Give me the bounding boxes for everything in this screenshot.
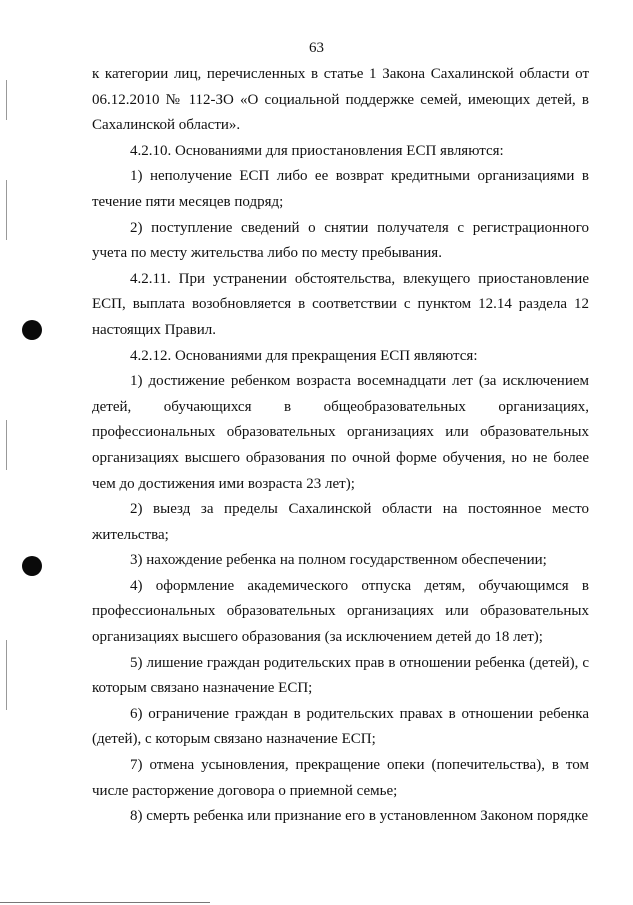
paragraph-4-2-12: 4.2.12. Основаниями для прекращения ЕСП являются: [130, 347, 478, 364]
paragraph-4-2-11: 4.2.11. При устранении обстоятельства, влекущего приостановление ЕСП, выплата возобновляется в соответствии с пунктом 12.14 раздела 12 настоящих Правил. [92, 270, 589, 338]
list-item-termination-5: 5) лишение граждан родительских прав в отношении ребенка (детей), с которым связано назначение ЕСП; [92, 654, 589, 697]
list-item-termination-3: 3) нахождение ребенка на полном государственном обеспечении; [130, 552, 547, 569]
paragraph-continuation: к категории лиц, перечисленных в статье 1 Закона Сахалинской области от 06.12.2010 № 112-ЗО «О социальной поддержке семей, имеющих детей, в Сахалинской области». [92, 66, 589, 134]
punch-hole [22, 320, 42, 340]
scan-edge-line [0, 902, 210, 903]
scan-edge-mark [6, 420, 7, 470]
list-item-suspension-2: 2) поступление сведений о снятии получателя с регистрационного учета по месту жительства либо по месту пребывания. [92, 219, 589, 262]
paragraph-4-2-10: 4.2.10. Основаниями для приостановления ЕСП являются: [130, 142, 504, 159]
list-item-termination-2: 2) выезд за пределы Сахалинской области на постоянное место жительства; [92, 501, 589, 543]
list-item-suspension-1: 1) неполучение ЕСП либо ее возврат кредитными организациями в течение пяти месяцев подряд; [92, 168, 589, 210]
document-body [92, 62, 589, 830]
list-item-termination-6: 6) ограничение граждан в родительских правах в отношении ребенка (детей), с которым связано назначение ЕСП; [92, 705, 589, 748]
page-number: 63 [309, 40, 324, 56]
list-item-termination-4: 4) оформление академического отпуска детям, обучающимся в профессиональных образовательных организациях или образовательных организациях высшего образования (за исключением детей до 18 лет); [92, 577, 589, 646]
scan-edge-mark [6, 180, 7, 240]
list-item-termination-1: 1) достижение ребенком возраста восемнадцати лет (за исключением детей, обучающихся в общеобразовательных организациях, профессиональных образовательных организациях или образовательных организациях высшего образования по очной форме обучения, но не более чем до достижения ими возраста 23 лет); [92, 373, 589, 492]
scan-edge-mark [6, 640, 7, 710]
list-item-termination-8: 8) смерть ребенка или признание его в установленном Законом порядке [130, 808, 589, 825]
scan-edge-mark [6, 80, 7, 120]
punch-hole [22, 556, 42, 576]
list-item-termination-7: 7) отмена усыновления, прекращение опеки (попечительства), в том числе расторжение договора о приемной семье; [92, 757, 589, 799]
